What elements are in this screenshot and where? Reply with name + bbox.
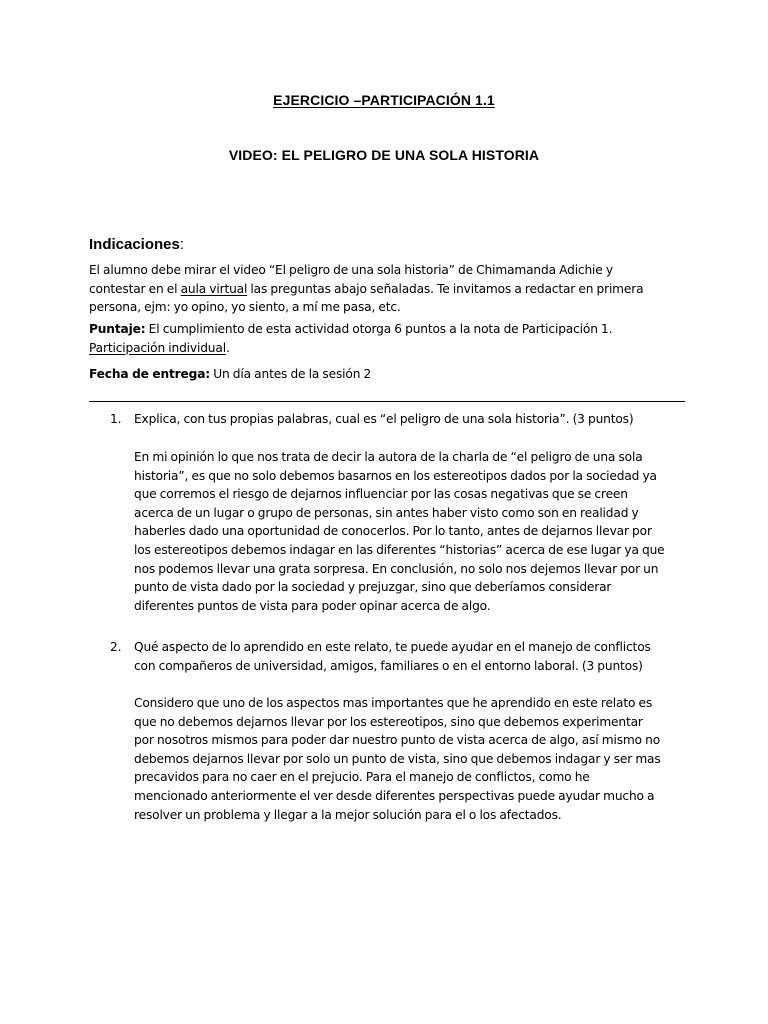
question-number: 2. bbox=[110, 640, 122, 654]
puntaje-text: El cumplimiento de esta actividad otorga 6 puntos a la nota de Participación 1. bbox=[145, 322, 613, 336]
answer-line: que no debemos dejarnos llevar por los estereotipos, sino que debemos experimentar bbox=[134, 714, 643, 729]
horizontal-divider bbox=[89, 401, 685, 402]
answer-line: historia”, es que no solo debemos basarnos en los estereotipos dados por la sociedad ya bbox=[134, 468, 657, 483]
instructions-line: El alumno debe mirar el video “El peligro de una sola historia” de Chimamanda Adichie y bbox=[89, 263, 613, 277]
question-number: 1. bbox=[110, 412, 122, 426]
instructions-paragraph bbox=[89, 261, 649, 317]
answer-line: precavidos para no caer en el prejucio. Para el manejo de conflictos, como he bbox=[134, 770, 590, 785]
answer-line: por nosotros mismos para poder dar nuestro punto de vista acerca de algo, así mismo no bbox=[134, 733, 661, 748]
answer-line: Considero que uno de los aspectos mas importantes que he aprendido en este relato es bbox=[134, 696, 653, 710]
answer-line: los estereotipos debemos indagar en las diferentes “historias” acerca de ese lugar ya que bbox=[134, 542, 665, 557]
fecha-line bbox=[89, 365, 649, 384]
participacion-individual-text: Participación individual bbox=[89, 340, 226, 355]
aula-virtual-link[interactable]: aula virtual bbox=[180, 281, 248, 296]
answer-line: diferentes puntos de vista para poder opinar acerca de algo. bbox=[134, 598, 491, 613]
answer-line: punto de vista dado por la sociedad y prejuzgar, sino que deberíamos considerar bbox=[134, 580, 612, 595]
fecha-entrega-paragraph bbox=[89, 365, 649, 384]
instructions-text: las preguntas abajo señaladas. Te invitamos a redactar en primera bbox=[247, 281, 644, 296]
answer-line: acerca de un lugar o grupo de personas, sin antes haber visto como son en realidad y bbox=[134, 505, 639, 520]
answer-line: En mi opinión lo que nos trata de decir la autora de la charla de “el peligro de una sola bbox=[134, 450, 643, 464]
instructions-text: contestar en el bbox=[89, 281, 181, 296]
answer-line: nos podemos llevar una grata sorpresa. En conclusión, no solo nos dejemos llevar por un bbox=[134, 561, 659, 576]
question-1-text bbox=[134, 410, 694, 429]
answer-2 bbox=[134, 694, 694, 824]
document-subtitle: VIDEO: EL PELIGRO DE UNA SOLA HISTORIA bbox=[228, 147, 540, 163]
fecha-label: Fecha de entrega: bbox=[89, 367, 211, 381]
answer-line: haberles dado una oportunidad de conocerlos. Por lo tanto, antes de dejarnos llevar por bbox=[134, 524, 652, 539]
answer-line: resolver un problema y llegar a la mejor solución para el o los afectados. bbox=[134, 807, 562, 822]
answer-line: debemos dejarnos llevar por solo un punto de vista, sino que debemos indagar y ser mas bbox=[134, 751, 661, 766]
question-2-text bbox=[134, 638, 694, 675]
answer-line: que corremos el riesgo de dejarnos influenciar por las cosas negativas que se creen bbox=[134, 487, 628, 502]
puntaje-label: Puntaje: bbox=[89, 322, 146, 336]
fecha-text: Un día antes de la sesión 2 bbox=[210, 367, 372, 381]
indicaciones-heading-text: Indicaciones bbox=[89, 236, 180, 253]
participacion-period: . bbox=[225, 340, 230, 355]
puntaje-paragraph bbox=[89, 320, 649, 357]
answer-1 bbox=[134, 448, 694, 615]
instructions-line bbox=[89, 280, 649, 299]
puntaje-line bbox=[89, 320, 649, 339]
question-line: Explica, con tus propias palabras, cual es “el peligro de una sola historia”. (3 puntos) bbox=[134, 412, 634, 426]
document-title: EJERCICIO –PARTICIPACIÓN 1.1 bbox=[273, 92, 495, 108]
indicaciones-heading bbox=[89, 235, 184, 255]
instructions-line: persona, ejm: yo opino, yo siento, a mí me pasa, etc. bbox=[89, 300, 401, 315]
question-line: Qué aspecto de lo aprendido en este relato, te puede ayudar en el manejo de conflictos bbox=[134, 640, 651, 654]
question-line: con compañeros de universidad, amigos, familiares o en el entorno laboral. (3 puntos) bbox=[134, 658, 643, 673]
participacion-line bbox=[89, 339, 649, 358]
indicaciones-heading-colon: : bbox=[179, 236, 185, 253]
answer-line: mencionado anteriormente el ver desde diferentes perspectivas puede ayudar mucho a bbox=[134, 788, 655, 803]
